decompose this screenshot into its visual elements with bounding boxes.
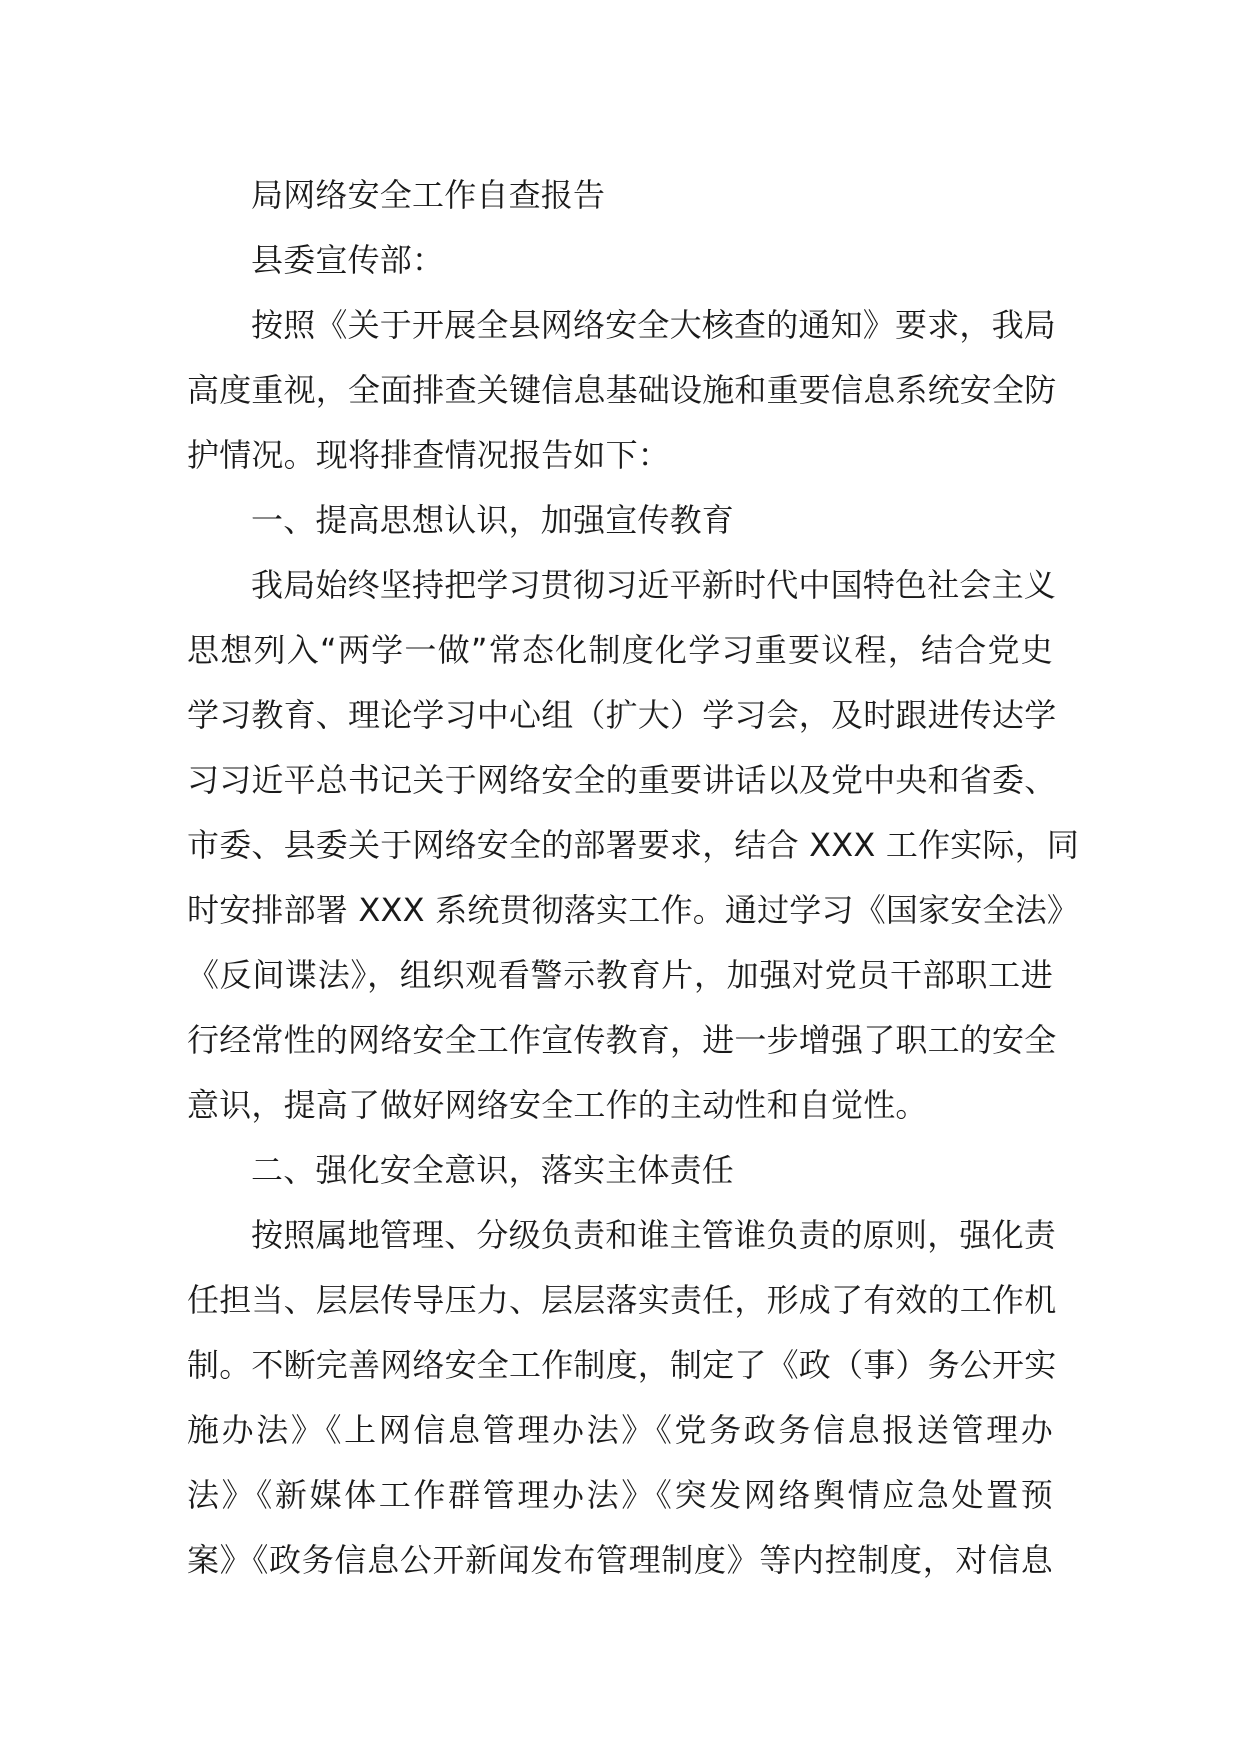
- section-2-heading: 二、强化安全意识，落实主体责任: [251, 1151, 735, 1189]
- intro-line: 按照《关于开展全县网络安全大核查的通知》要求，我局: [251, 306, 1057, 344]
- recipient-line: 县委宣传部：: [251, 241, 445, 279]
- section-1-line: 时安排部署 XXX 系统贯彻落实工作。通过学习《国家安全法》: [187, 891, 1080, 929]
- intro-line: 护情况。现将排查情况报告如下：: [187, 436, 671, 474]
- section-1-line: 学习教育、理论学习中心组（扩大）学习会，及时跟进传达学: [187, 696, 1057, 734]
- section-2-line: 任担当、层层传导压力、层层落实责任，形成了有效的工作机: [187, 1281, 1057, 1319]
- section-2-line: 按照属地管理、分级负责和谁主管谁负责的原则，强化责: [251, 1216, 1057, 1254]
- section-1-line: 我局始终坚持把学习贯彻习近平新时代中国特色社会主义: [251, 566, 1057, 604]
- section-1-line: 《反间谍法》，组织观看警示教育片，加强对党员干部职工进: [187, 956, 1053, 994]
- document-body: [187, 163, 1080, 1593]
- section-1-line: 意识，提高了做好网络安全工作的主动性和自觉性。: [187, 1086, 928, 1124]
- document-title: 局网络安全工作自查报告: [251, 176, 606, 214]
- section-1-line: 思想列入“两学一做”常态化制度化学习重要议程，结合党史: [187, 631, 1053, 669]
- section-2-line: 法》《新媒体工作群管理办法》《突发网络舆情应急处置预: [187, 1476, 1053, 1514]
- section-2-line: 施办法》《上网信息管理办法》《党务政务信息报送管理办: [187, 1411, 1053, 1449]
- section-1-line: 行经常性的网络安全工作宣传教育，进一步增强了职工的安全: [187, 1021, 1057, 1059]
- section-1-line: 习习近平总书记关于网络安全的重要讲话以及党中央和省委、: [187, 761, 1057, 799]
- section-1-line: 市委、县委关于网络安全的部署要求，结合 XXX 工作实际，同: [187, 826, 1080, 864]
- section-2-line: 制。不断完善网络安全工作制度，制定了《政（事）务公开实: [187, 1346, 1057, 1384]
- section-1-heading: 一、提高思想认识，加强宣传教育: [251, 501, 735, 539]
- section-2-line: 案》《政务信息公开新闻发布管理制度》等内控制度，对信息: [187, 1541, 1053, 1579]
- intro-line: 高度重视，全面排查关键信息基础设施和重要信息系统安全防: [187, 371, 1057, 409]
